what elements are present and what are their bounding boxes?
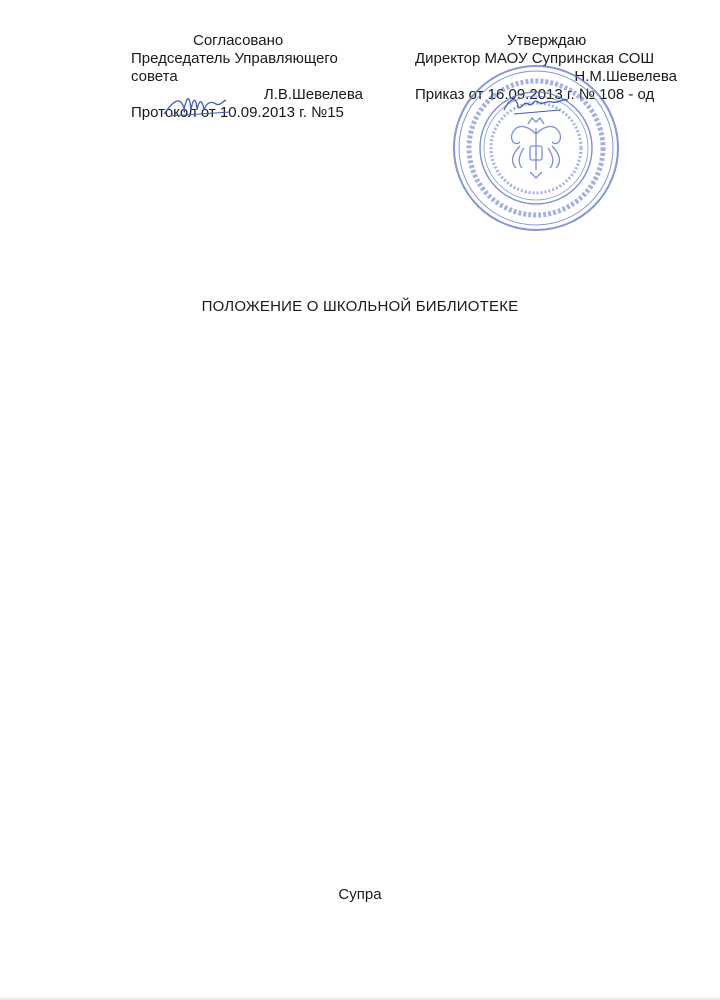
approval-right-position: Директор МАОУ Супринская СОШ	[415, 50, 655, 67]
approval-left-heading: Согласовано	[193, 32, 284, 49]
official-stamp	[450, 62, 622, 234]
approval-right-order: Приказ от 16.09.2013 г. № 108 - од	[415, 86, 655, 103]
approval-right-heading: Утверждаю	[507, 32, 587, 49]
approval-left-protocol: Протокол от 10.09.2013 г. №15	[131, 104, 344, 121]
scan-edge	[0, 996, 720, 1000]
approval-right-signatory: Н.М.Шевелева	[574, 68, 677, 85]
document-title: ПОЛОЖЕНИЕ О ШКОЛЬНОЙ БИБЛИОТЕКЕ	[201, 298, 519, 315]
approval-block-left	[131, 32, 363, 122]
approval-left-signatory: Л.В.Шевелева	[263, 86, 363, 103]
approval-left-position-cont: совета	[131, 68, 178, 85]
footer-place: Супра	[338, 886, 382, 903]
approval-left-position: Председатель Управляющего	[131, 50, 338, 67]
